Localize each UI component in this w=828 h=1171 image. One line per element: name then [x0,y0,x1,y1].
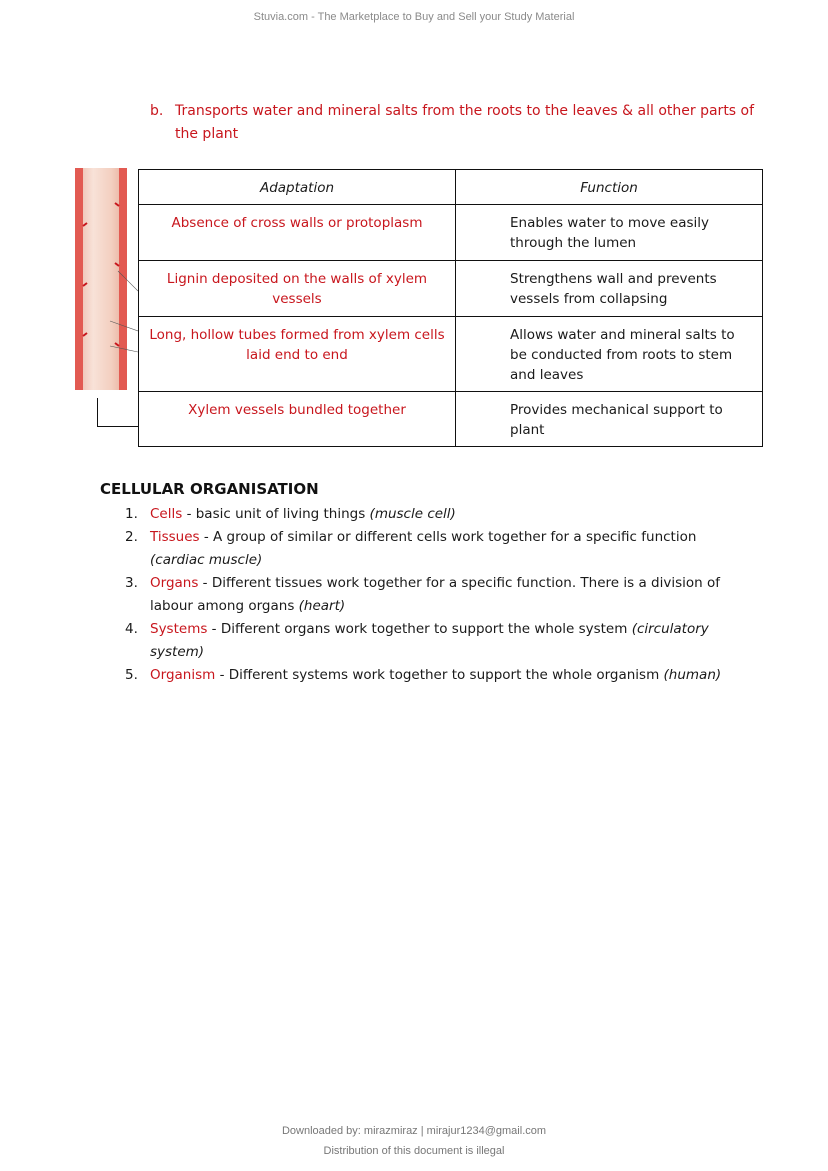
item-term: Organs [150,575,199,591]
function-cell: Allows water and mineral salts to be conducted from roots to stem and leaves [456,317,763,392]
item-term: Systems [150,621,208,637]
item-description: - Different tissues work together for a specific function. There is a division of labour among organs [150,575,720,614]
item-example: (cardiac muscle) [150,552,263,568]
list-item [100,572,740,618]
item-example: (circulatory system) [150,621,709,660]
list-item [100,664,740,687]
point-label: b. [150,103,164,119]
item-term: Tissues [150,529,200,545]
list-item [100,618,740,664]
table-frame-extension [97,398,139,427]
xylem-adaptation-table [138,169,763,447]
function-cell: Provides mechanical support to plant [456,392,763,447]
adaptation-cell: Long, hollow tubes formed from xylem cells laid end to end [139,317,456,392]
item-example: (human) [663,667,722,683]
item-number: 3. [125,575,138,591]
item-term: Organism [150,667,216,683]
item-example: (heart) [298,598,346,614]
header-adaptation: Adaptation [139,170,456,205]
adaptation-cell: Lignin deposited on the walls of xylem vessels [139,261,456,317]
item-description: - A group of similar or different cells work together for a specific function [199,529,697,545]
page-header: Stuvia.com - The Marketplace to Buy and Sell your Study Material [253,11,575,23]
item-description: - Different organs work together to support the whole system [207,621,632,637]
item-number: 2. [125,529,138,545]
item-description: - Different systems work together to support the whole organism [215,667,664,683]
function-cell: Enables water to move easily through the lumen [456,205,763,261]
header-function: Function [456,170,763,205]
item-number: 5. [125,667,138,683]
item-term: Cells [150,506,183,522]
point-text: Transports water and mineral salts from the roots to the leaves & all other parts of the plant [175,103,755,142]
item-description: - basic unit of living things [182,506,370,522]
table-row [139,205,763,261]
table-row [139,392,763,447]
table-row [139,317,763,392]
function-cell: Strengthens wall and prevents vessels from collapsing [456,261,763,317]
section-title: CELLULAR ORGANISATION [100,480,319,498]
item-number: 4. [125,621,138,637]
item-number: 1. [125,506,138,522]
xylem-vessel-illustration [70,166,138,392]
distribution-notice: Distribution of this document is illegal [323,1145,505,1157]
adaptation-cell: Absence of cross walls or protoplasm [139,205,456,261]
download-footer: Downloaded by: mirazmiraz | mirajur1234@gmail.com [281,1125,547,1137]
adaptation-cell: Xylem vessels bundled together [139,392,456,447]
table-row [139,261,763,317]
item-example: (muscle cell) [369,506,456,522]
list-item [100,526,740,572]
cellular-organisation-list [100,503,740,687]
transport-point [150,100,760,146]
list-item [100,503,740,526]
